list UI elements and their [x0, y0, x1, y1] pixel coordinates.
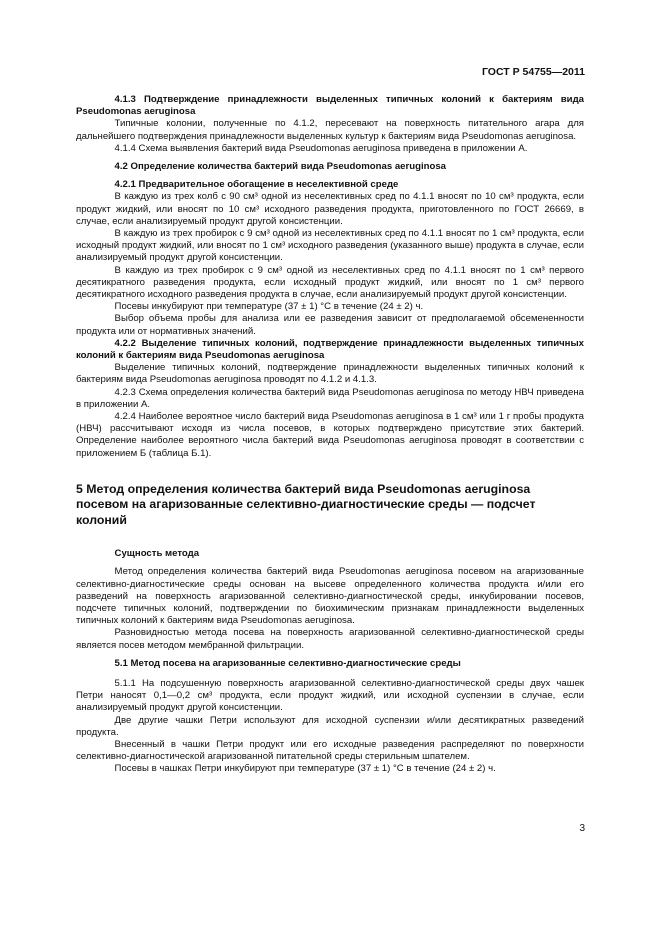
- paragraph: 4.2.3 Схема определения количества бактерий вида Pseudomonas aeruginosa по методу НВЧ приведена в приложении А.: [76, 386, 584, 410]
- section-4-content: [76, 94, 584, 460]
- page-number: 3: [579, 823, 585, 834]
- heading: 4.1.3 Подтверждение принадлежности выделенных типичных колоний к бактериям вида Pseudomonas aeruginosa: [76, 94, 584, 118]
- section-5-title: 5 Метод определения количества бактерий вида Pseudomonas aeruginosa посевом на агаризованные селективно-диагностические среды — подсчет колоний: [76, 481, 536, 527]
- paragraph: Типичные колонии, полученные по 4.1.2, пересевают на поверхность питательного агара для дальнейшего подтверждения принадлежности выделенных культур к бактериям вида Pseudomonas aeruginosa.: [76, 118, 584, 142]
- paragraph: 4.2.4 Наиболее вероятное число бактерий вида Pseudomonas aeruginosa в 1 см³ или 1 г пробы продукта (НВЧ) рассчитывают исходя из числа посевов, в которых подтверждено присутствие этих бактерий. Определение наиболее вероятного числа бактерий вида Pseudomonas aeruginosa проводят в соответствии с приложением Б (таблица Б.1).: [76, 411, 584, 459]
- paragraph: В каждую из трех колб с 90 см³ одной из неселективных сред по 4.1.1 вносят по 10 см³ продукта, если продукт жидкий, или вносят по 10 см³ исходного разведения продукта, приготовленного по ГОСТ 26669, в случае, если анализируемый продукт другой консистенции.: [76, 191, 584, 227]
- paragraph: В каждую из трех пробирок с 9 см³ одной из неселективных сред по 4.1.1 вносят по 1 см³ первого десятикратного разведения продукта, если исходный продукт жидкий, или вносят по 1 см³ первого десятикратного исходного разведения продукта в случае, если анализируемый продукт другой консистенции.: [76, 264, 584, 301]
- paragraph: Выделение типичных колоний, подтверждение принадлежности выделенных типичных колоний к бактериям вида Pseudomonas aeruginosa проводят по 4.1.2 и 4.1.3.: [76, 362, 584, 386]
- heading: 4.2.1 Предварительное обогащение в неселективной среде: [114, 179, 399, 191]
- paragraph: Выбор объема пробы для анализа или ее разведения зависит от предполагаемой обсемененности продукта или от нормативных значений.: [76, 313, 584, 337]
- paragraph: Посевы инкубируют при температуре (37 ± 1) °С в течение (24 ± 2) ч.: [114, 301, 424, 313]
- paragraph: 5.1.1 На подсушенную поверхность агаризованной селективно-диагностической среды двух чашек Петри наносят 0,1—0,2 см³ продукта, если продукт жидкий, или исходной суспензии в случае, если анализируемый продукт другой консистенции.: [76, 677, 584, 714]
- heading: Сущность метода: [114, 548, 200, 560]
- section-5-content: [76, 548, 584, 775]
- heading: 4.2.2 Выделение типичных колоний, подтверждение принадлежности выделенных типичных колоний к бактериям вида Pseudomonas aeruginosa: [76, 337, 584, 362]
- heading: 4.2 Определение количества бактерий вида Pseudomonas aeruginosa: [114, 161, 447, 173]
- paragraph: Внесенный в чашки Петри продукт или его исходные разведения распределяют по поверхности селективно-диагностической агаризованной питательной среды стерильным шпателем.: [76, 738, 584, 763]
- document-body: [76, 94, 584, 776]
- paragraph: Две другие чашки Петри используют для исходной суспензии и/или десятикратных разведений продукта.: [76, 714, 584, 738]
- paragraph: Посевы в чашках Петри инкубируют при температуре (37 ± 1) °С в течение (24 ± 2) ч.: [114, 763, 496, 775]
- paragraph: Разновидностью метода посева на поверхность агаризованной селективно-диагностической среды является посев методом мембранной фильтрации.: [76, 627, 584, 651]
- paragraph: 4.1.4 Схема выявления бактерий вида Pseudomonas aeruginosa приведена в приложении А.: [114, 142, 528, 154]
- standard-code-header: ГОСТ Р 54755—2011: [481, 66, 585, 78]
- paragraph: В каждую из трех пробирок с 9 см³ одной из неселективных сред по 4.1.1 вносят по 1 см³ продукта, если исходный продукт жидкий, или вносят по 1 см³ исходного разведения (указанного выше) продукта в случае, если анализируемый продукт другой консистенции.: [76, 228, 584, 264]
- paragraph: Метод определения количества бактерий вида Pseudomonas aeruginosa посевом на агаризованные селективно-диагностические среды основан на высеве определенного количества продукта и/или его разведений на поверхность агаризованной селективно-диагностической среды, инкубировании посевов, подсчете типичных колоний, подтверждении по биохимическим признакам принадлежности выделенных типичных колоний к бактериям вида Pseudomonas aeruginosa.: [76, 566, 584, 627]
- heading: 5.1 Метод посева на агаризованные селективно-диагностические среды: [114, 657, 461, 669]
